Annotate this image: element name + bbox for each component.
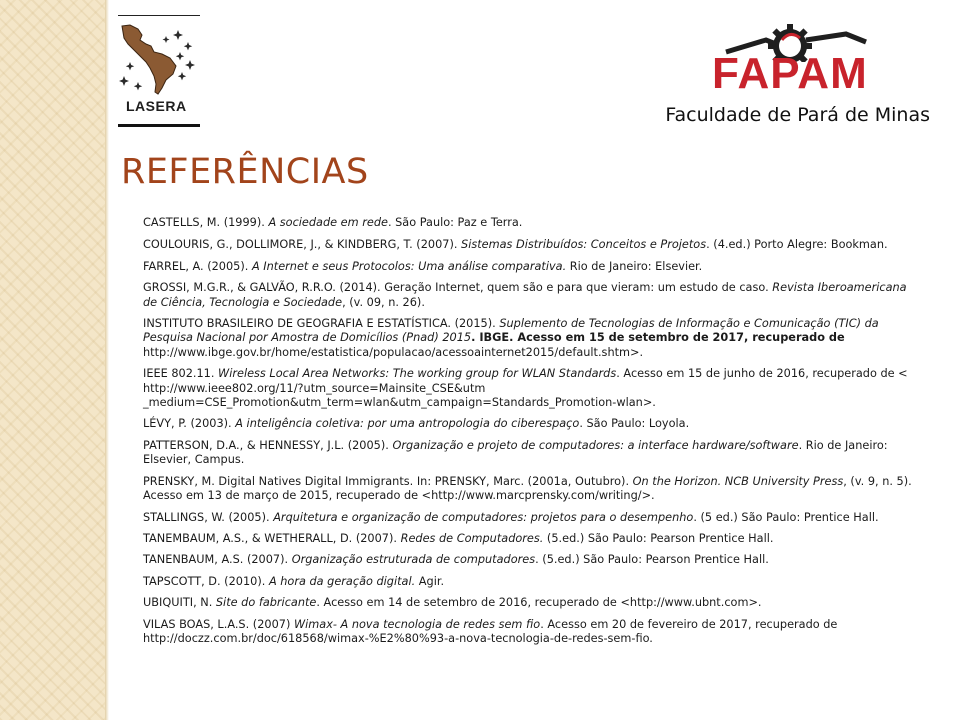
lasera-logo — [116, 10, 202, 128]
fapam-wordmark: FAPAM — [712, 49, 868, 98]
reference-item: COULOURIS, G., DOLLIMORE, J., & KINDBERG, T. (2007). Sistemas Distribuídos: Conceitos e Projetos. (4.ed.) Porto Alegre: Bookman. — [143, 238, 888, 252]
reference-item: FARREL, A. (2005). A Internet e seus Protocolos: Uma análise comparativa. Rio de Janeiro: Elsevier. — [143, 259, 703, 273]
logo-bottom-rule — [118, 124, 200, 127]
reference-item: PRENSKY, M. Digital Natives Digital Immigrants. In: PRENSKY, Marc. (2001a, Outubro). On the Horizon. NCB University Press, (v. 9, n. 5). Acesso em 13 de março de 2015, recuperado de <http://www.marcprensky.com/writing/>. — [143, 474, 912, 503]
decorative-left-band — [0, 0, 105, 720]
reference-item: IEEE 802.11. Wireless Local Area Networks: The working group for WLAN Standards. Acesso em 15 de junho de 2016, recuperado de < http://www.ieee802.org/11/?utm_source=Mainsite_CSE&utm _medium=CSE_Promotion&utm_term=wlan&utm_campaign=Standards_Promotion-wlan>. — [143, 367, 908, 410]
reference-item: TAPSCOTT, D. (2010). A hora da geração digital. Agir. — [143, 574, 445, 588]
reference-item: UBIQUITI, N. Site do fabricante. Acesso em 14 de setembro de 2016, recuperado de <http://www.ubnt.com>. — [143, 596, 762, 610]
latin-america-map-icon — [118, 22, 200, 98]
reference-list — [143, 216, 913, 653]
lasera-logo-text: LASERA — [126, 98, 187, 114]
institution-name: Faculdade de Pará de Minas — [665, 104, 930, 126]
reference-item: TANENBAUM, A.S. (2007). Organização estruturada de computadores. (5.ed.) São Paulo: Pearson Prentice Hall. — [143, 553, 769, 567]
page-title: REFERÊNCIAS — [121, 152, 369, 192]
reference-item: CASTELLS, M. (1999). A sociedade em rede. São Paulo: Paz e Terra. — [143, 216, 523, 229]
reference-item: PATTERSON, D.A., & HENNESSY, J.L. (2005). Organização e projeto de computadores: a interface hardware/software. Rio de Janeiro: Elsevier, Campus. — [143, 438, 888, 467]
reference-item: LÉVY, P. (2003). A inteligência coletiva: por uma antropologia do ciberespaço. São Paulo: Loyola. — [143, 417, 690, 431]
reference-item: TANEMBAUM, A.S., & WETHERALL, D. (2007). Redes de Computadores. (5.ed.) São Paulo: Pearson Prentice Hall. — [143, 531, 774, 545]
reference-item: STALLINGS, W. (2005). Arquitetura e organização de computadores: projetos para o desempenho. (5 ed.) São Paulo: Prentice Hall. — [143, 510, 879, 524]
logo-top-rule — [118, 15, 200, 16]
reference-item: GROSSI, M.G.R., & GALVÃO, R.R.O. (2014). Geração Internet, quem são e para que vieram: um estudo de caso. Revista Iberoamericana de Ciência, Tecnologia e Sociedade, (v. 09, n. 26). — [143, 281, 907, 309]
band-edge — [105, 0, 109, 720]
reference-item: VILAS BOAS, L.A.S. (2007) Wimax- A nova tecnologia de redes sem fio. Acesso em 20 de fevereiro de 2017, recuperado de http://doczz.com.br/doc/618568/wimax-%E2%80%93-a-nova-tecnologia-de-redes-sem-fio. — [143, 617, 838, 645]
reference-item: INSTITUTO BRASILEIRO DE GEOGRAFIA E ESTATÍSTICA. (2015). Suplemento de Tecnologias de Informação e Comunicação (TIC) da Pesquisa Nacional por Amostra de Domicílios (Pnad) 2015. IBGE. Acesso em 15 de setembro de 2017, recuperado de http://www.ibge.gov.br/home/estatistica/populacao/acessoainternet2015/default.shtm>. — [143, 317, 879, 359]
